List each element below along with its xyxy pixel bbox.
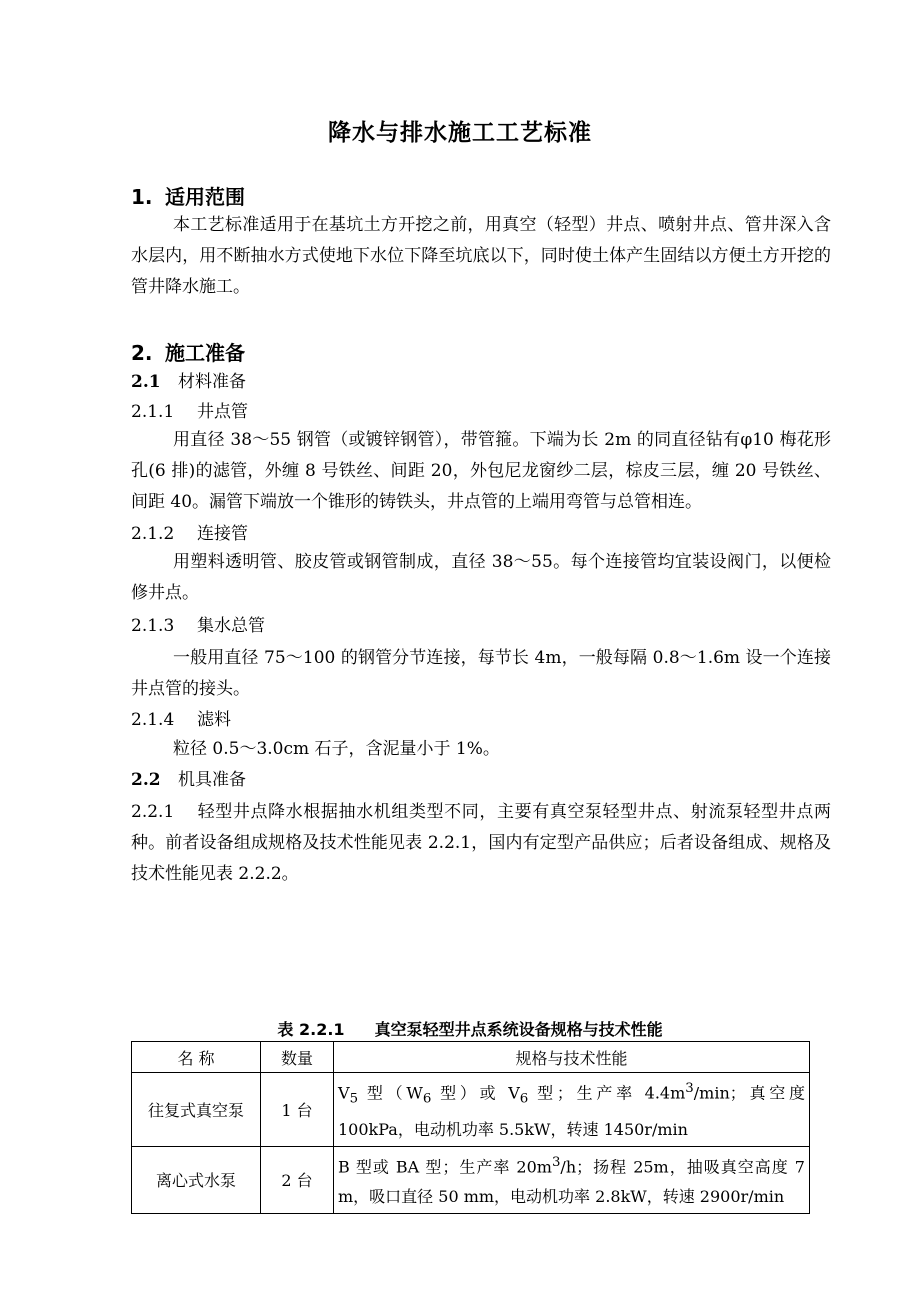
cell-name: 离心式水泵 <box>132 1146 261 1213</box>
subsection-title: 滤料 <box>197 710 231 730</box>
cell-quantity: 2 台 <box>261 1146 334 1213</box>
cell-spec <box>334 1073 810 1147</box>
spec-fragment: /min；真空度 100kPa，电动机功率 5.5kW，转速 1450r/min <box>338 1083 805 1139</box>
subsection-number: 2.2.1 <box>131 802 175 822</box>
subsection-2-1-1-heading <box>131 400 248 424</box>
spec-subscript: 6 <box>422 1091 432 1107</box>
subsection-title: 井点管 <box>197 402 248 422</box>
subsection-2-1-2-heading <box>131 522 248 546</box>
cell-spec <box>334 1146 810 1213</box>
spec-fragment: /h；扬程 25m，抽吸真空高度 7 m，吸口直径 50 mm，电动机功率 2.8kW，转速 2900r/min <box>338 1156 805 1206</box>
spec-fragment: B 型或 BA 型；生产率 20m <box>338 1156 552 1176</box>
header-spec: 规格与技术性能 <box>334 1042 810 1073</box>
spec-fragment: 型（W <box>358 1083 423 1103</box>
spec-subscript: 5 <box>349 1091 359 1107</box>
table-caption <box>131 1017 809 1040</box>
subsection-2-1-4-paragraph: 粒径 0.5～3.0cm 石子，含泥量小于 1%。 <box>173 739 500 759</box>
subsection-title: 材料准备 <box>178 372 246 392</box>
spec-fragment: V <box>338 1083 350 1103</box>
spec-fragment: 型）或 V <box>431 1083 520 1103</box>
table-row <box>132 1073 810 1147</box>
subsection-title: 机具准备 <box>178 770 246 790</box>
subsection-title: 连接管 <box>197 524 248 544</box>
subsection-number: 2.1 <box>131 372 161 392</box>
section-title: 施工准备 <box>165 341 245 365</box>
section-title: 适用范围 <box>165 185 245 209</box>
table-number: 表 2.2.1 <box>277 1020 345 1039</box>
spec-subscript: 6 <box>519 1091 529 1107</box>
spec-superscript: 3 <box>685 1081 694 1096</box>
subsection-2-1-2-paragraph: 用塑料透明管、胶皮管或钢管制成，直径 38～55。每个连接管均宜装设阀门，以便检修井点。 <box>131 552 831 603</box>
cell-name: 往复式真空泵 <box>132 1073 261 1147</box>
section-2-heading <box>131 337 245 366</box>
subsection-2-1-3-paragraph: 一般用直径 75～100 的钢管分节连接，每节长 4m，一般每隔 0.8～1.6m 设一个连接井点管的接头。 <box>131 648 831 699</box>
subsection-2-1-3-heading <box>131 614 265 638</box>
table-title: 真空泵轻型井点系统设备规格与技术性能 <box>374 1020 663 1039</box>
table-header-row <box>132 1042 810 1073</box>
section-1-paragraph: 本工艺标准适用于在基坑土方开挖之前，用真空（轻型）井点、喷射井点、管井深入含水层内，用不断抽水方式使地下水位下降至坑底以下，同时使土体产生固结以方便土方开挖的管井降水施工。 <box>131 215 831 297</box>
subsection-number: 2.1.1 <box>131 402 175 422</box>
subsection-2-1-1-paragraph: 用直径 38～55 钢管（或镀锌钢管），带管箍。下端为长 2m 的同直径钻有φ10 梅花形孔(6 排)的滤管，外缠 8 号铁丝、间距 20，外包尼龙窗纱二层，棕皮三层，缠 20 号铁丝、间距 40。漏管下端放一个锥形的铸铁头，井点管的上端用弯管与总管相连。 <box>131 430 831 512</box>
cell-quantity: 1 台 <box>261 1073 334 1147</box>
equipment-spec-table <box>131 1041 810 1214</box>
subsection-2-2-1-paragraph <box>131 797 831 890</box>
spec-superscript: 3 <box>551 1154 561 1170</box>
subsection-title: 集水总管 <box>197 616 265 636</box>
header-name: 名 称 <box>132 1042 261 1073</box>
subsection-2-2-heading <box>131 768 246 792</box>
subsection-text: 轻型井点降水根据抽水机组类型不同，主要有真空泵轻型井点、射流泵轻型井点两种。前者设备组成规格及技术性能见表 2.2.1，国内有定型产品供应；后者设备组成、规格及技术性能见表 2.2.2。 <box>131 802 831 884</box>
subsection-number: 2.1.4 <box>131 710 175 730</box>
section-number: 1. <box>131 185 153 209</box>
section-number: 2. <box>131 341 153 365</box>
document-title: 降水与排水施工工艺标准 <box>328 120 592 146</box>
table-row <box>132 1146 810 1213</box>
subsection-2-1-4-heading <box>131 708 231 732</box>
section-1-heading <box>131 181 245 210</box>
subsection-number: 2.1.3 <box>131 616 175 636</box>
subsection-number: 2.1.2 <box>131 524 175 544</box>
header-quantity: 数量 <box>261 1042 334 1073</box>
subsection-2-1-heading <box>131 370 246 394</box>
subsection-number: 2.2 <box>131 770 161 790</box>
spec-fragment: 型；生产率 4.4m <box>528 1083 686 1103</box>
